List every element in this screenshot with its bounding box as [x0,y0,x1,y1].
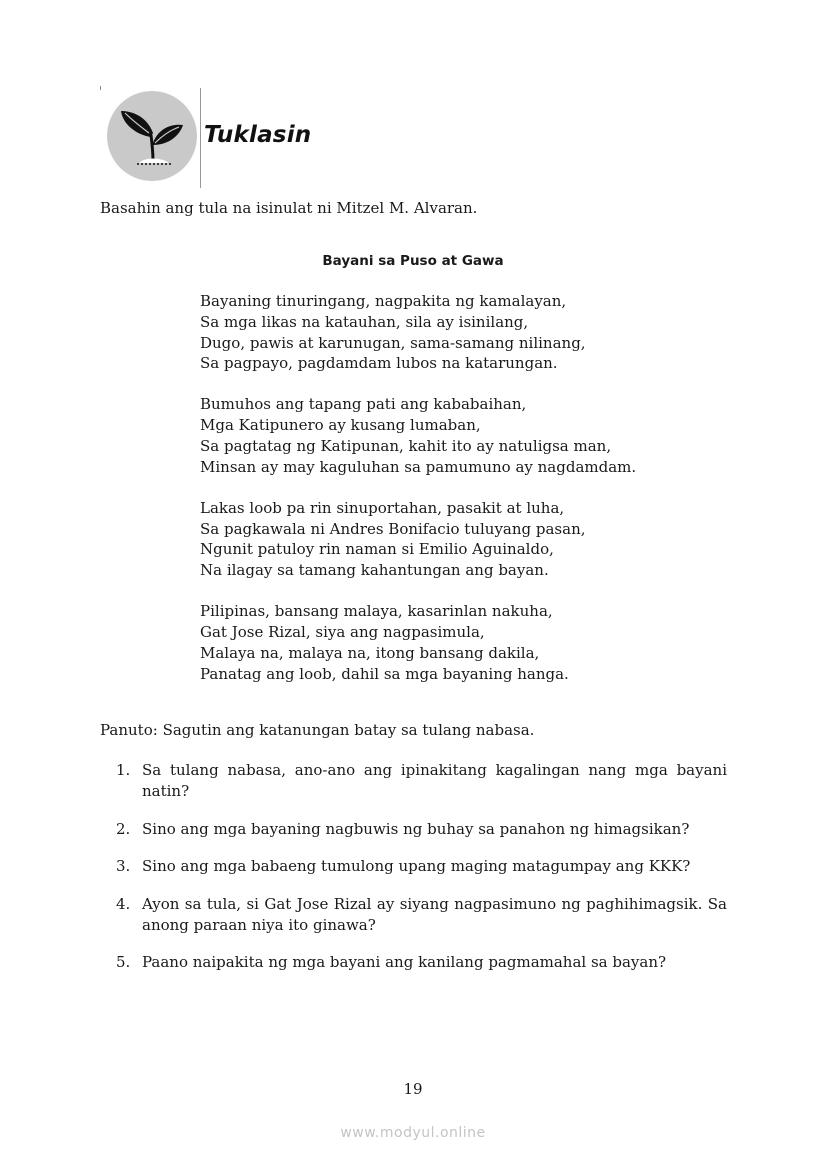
poem-body [200,291,636,705]
question-number: 2. [116,819,131,838]
poem-line: Gat Jose Rizal, siya ang nagpasimula, [200,622,485,641]
section-header [100,86,360,190]
poem-stanza [200,498,636,581]
poem-line: Panatag ang loob, dahil sa mga bayaning hanga. [200,664,569,683]
poem-line: Dugo, pawis at karunugan, sama-samang nilinang, [200,333,586,352]
poem-line: Na ilagay sa tamang kahantungan ang bayan. [200,561,549,580]
question-number: 3. [116,857,131,875]
intro-text: Basahin ang tula na isinulat ni Mitzel M. Alvaran. [100,199,478,217]
question-text: Ayon sa tula, si Gat Jose Rizal ay siyang nagpasimuno ng paghihimagsik. Sa anong paraan niya ito ginawa? [142,894,727,934]
question-number: 4. [116,894,131,913]
poem-line: Sa pagtatag ng Katipunan, kahit ito ay natuligsa man, [200,436,612,455]
instruction-text: Panuto: Sagutin ang katanungan batay sa tulang nabasa. [100,721,535,739]
header-divider-right [200,88,201,188]
poem-line: Bumuhos ang tapang pati ang kababaihan, [200,395,527,414]
poem-line: Sa pagkawala ni Andres Bonifacio tuluyang pasan, [200,519,586,538]
seedling-icon [107,91,197,181]
poem-line: Mga Katipunero ay kusang lumaban, [200,416,481,435]
poem-line: Lakas loob pa rin sinuportahan, pasakit at luha, [200,498,565,517]
question-item [100,952,727,973]
poem-line: Bayaning tinuringang, nagpakita ng kamalayan, [200,292,567,310]
poem-line: Minsan ay may kaguluhan sa pamumuno ay nagdamdam. [200,457,637,476]
poem-line: Ngunit patuloy rin naman si Emilio Aguinaldo, [200,540,554,559]
poem-title: Bayani sa Puso at Gawa [322,253,504,269]
watermark: www.modyul.online [340,1125,486,1141]
question-text: Sino ang mga bayaning nagbuwis ng buhay sa panahon ng himagsikan? [142,819,690,838]
question-item [100,760,727,802]
header-divider-left [100,86,101,90]
question-item [100,856,727,877]
question-list [100,760,727,990]
poem-line: Sa pagpayo, pagdamdam lubos na katarungan. [200,354,558,373]
question-text: Paano naipakita ng mga bayani ang kanilang pagmamahal sa bayan? [142,953,667,971]
question-item [100,819,727,840]
poem-line: Pilipinas, bansang malaya, kasarinlan nakuha, [200,602,553,621]
section-icon-circle [107,91,197,181]
poem-stanza [200,394,636,477]
question-text: Sino ang mga babaeng tumulong upang maging matagumpay ang KKK? [142,857,691,875]
poem-stanza [200,601,636,684]
question-number: 5. [116,953,131,971]
question-text: Sa tulang nabasa, ano-ano ang ipinakitang kagalingan nang mga bayani natin? [142,761,727,800]
poem-line: Sa mga likas na katauhan, sila ay isinilang, [200,312,529,331]
poem-line: Malaya na, malaya na, itong bansang dakila, [200,643,540,662]
section-title: Tuklasin [204,122,312,148]
poem-stanza [200,291,636,374]
question-item [100,894,727,936]
question-number: 1. [116,761,131,779]
page-number: 19 [403,1080,423,1098]
